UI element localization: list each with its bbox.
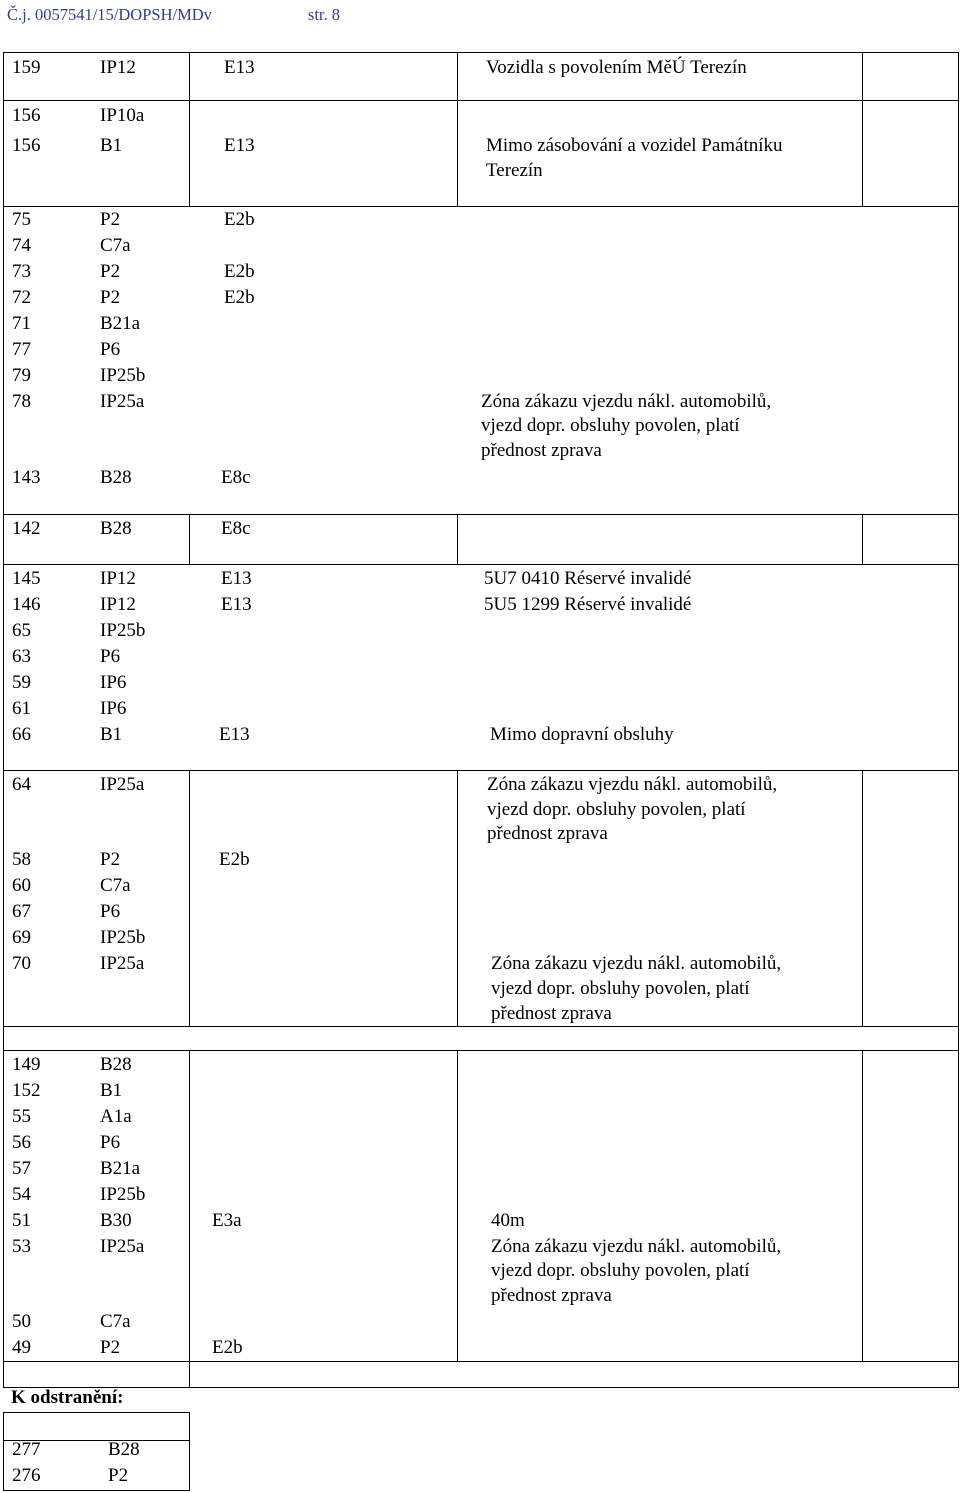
sign-code: IP12 bbox=[100, 568, 136, 589]
row-number: 55 bbox=[12, 1106, 31, 1127]
sign-code: IP25a bbox=[100, 1236, 145, 1257]
supplementary-sign: E8c bbox=[221, 467, 251, 488]
sign-code: B21a bbox=[100, 313, 141, 334]
row-number: 61 bbox=[12, 698, 31, 719]
table-rule-horizontal bbox=[3, 206, 959, 207]
row-note: vjezd dopr. obsluhy povolen, platí bbox=[491, 1260, 750, 1281]
sign-code: P6 bbox=[100, 901, 121, 922]
sign-code: P2 bbox=[100, 849, 121, 870]
row-number: 69 bbox=[12, 927, 31, 948]
row-number: 156 bbox=[12, 105, 41, 126]
sign-code: IP25b bbox=[100, 1184, 146, 1205]
row-note: přednost zprava bbox=[491, 1285, 612, 1306]
row-number: 49 bbox=[12, 1337, 31, 1358]
row-number: 145 bbox=[12, 568, 41, 589]
row-number: 66 bbox=[12, 724, 31, 745]
row-number: 60 bbox=[12, 875, 31, 896]
table-rule-horizontal bbox=[3, 52, 959, 53]
sign-code: IP25b bbox=[100, 365, 146, 386]
table-rule-vertical bbox=[958, 52, 959, 1388]
supplementary-sign: E13 bbox=[221, 568, 252, 589]
sign-code: IP12 bbox=[100, 57, 136, 78]
row-number: 74 bbox=[12, 235, 31, 256]
removal-row-number: 276 bbox=[12, 1465, 41, 1486]
row-number: 72 bbox=[12, 287, 31, 308]
row-number: 77 bbox=[12, 339, 31, 360]
sign-code: IP25a bbox=[100, 774, 145, 795]
sign-code: P2 bbox=[100, 1337, 121, 1358]
sign-code: B1 bbox=[100, 724, 123, 745]
row-note: Zóna zákazu vjezdu nákl. automobilů, bbox=[491, 953, 782, 974]
row-note: 5U7 0410 Réservé invalidé bbox=[484, 568, 692, 589]
sign-code: C7a bbox=[100, 875, 131, 896]
supplementary-sign: E13 bbox=[219, 724, 250, 745]
row-number: 146 bbox=[12, 594, 41, 615]
row-number: 54 bbox=[12, 1184, 31, 1205]
sign-code: P2 bbox=[100, 261, 121, 282]
removal-sign-code: B28 bbox=[108, 1439, 140, 1460]
sign-code: C7a bbox=[100, 1311, 131, 1332]
sign-code: IP25a bbox=[100, 391, 145, 412]
row-note: 5U5 1299 Réservé invalidé bbox=[484, 594, 692, 615]
row-note: Zóna zákazu vjezdu nákl. automobilů, bbox=[487, 774, 778, 795]
supplementary-sign: E13 bbox=[224, 135, 255, 156]
table-rule-vertical bbox=[862, 514, 863, 565]
table-rule-horizontal bbox=[3, 1361, 959, 1362]
row-number: 59 bbox=[12, 672, 31, 693]
sign-code: IP25b bbox=[100, 620, 146, 641]
sign-code: P6 bbox=[100, 339, 121, 360]
sign-code: P6 bbox=[100, 1132, 121, 1153]
row-number: 78 bbox=[12, 391, 31, 412]
row-note: vjezd dopr. obsluhy povolen, platí bbox=[491, 978, 750, 999]
table-rule-horizontal bbox=[3, 1490, 190, 1491]
table-rule-vertical bbox=[189, 52, 190, 207]
row-number: 156 bbox=[12, 135, 41, 156]
table-rule-horizontal bbox=[3, 100, 959, 101]
row-note: Mimo zásobování a vozidel Památníku bbox=[486, 135, 783, 156]
row-number: 159 bbox=[12, 57, 41, 78]
sign-code: IP25b bbox=[100, 927, 146, 948]
table-rule-vertical bbox=[457, 770, 458, 1027]
table-rule-vertical bbox=[862, 52, 863, 207]
row-note: Mimo dopravní obsluhy bbox=[490, 724, 674, 745]
row-note: vjezd dopr. obsluhy povolen, platí bbox=[481, 415, 740, 436]
supplementary-sign: E13 bbox=[224, 57, 255, 78]
row-number: 71 bbox=[12, 313, 31, 334]
removal-row-number: 277 bbox=[12, 1439, 41, 1460]
row-number: 50 bbox=[12, 1311, 31, 1332]
table-rule-vertical bbox=[189, 514, 190, 565]
row-note: přednost zprava bbox=[481, 440, 602, 461]
removal-sign-code: P2 bbox=[108, 1465, 129, 1486]
row-note: 40m bbox=[491, 1210, 525, 1231]
sign-code: B1 bbox=[100, 1080, 123, 1101]
supplementary-sign: E2b bbox=[219, 849, 250, 870]
row-note: Terezín bbox=[486, 160, 543, 181]
sign-code: IP6 bbox=[100, 672, 127, 693]
row-number: 142 bbox=[12, 518, 41, 539]
row-number: 70 bbox=[12, 953, 31, 974]
table-rule-vertical bbox=[862, 1050, 863, 1362]
sign-code: IP6 bbox=[100, 698, 127, 719]
supplementary-sign: E13 bbox=[221, 594, 252, 615]
sign-code: B21a bbox=[100, 1158, 141, 1179]
row-number: 56 bbox=[12, 1132, 31, 1153]
sign-code: IP25a bbox=[100, 953, 145, 974]
supplementary-sign: E3a bbox=[212, 1210, 242, 1231]
table-rule-horizontal bbox=[3, 1412, 190, 1413]
sign-code: B28 bbox=[100, 1054, 132, 1075]
row-note: přednost zprava bbox=[487, 823, 608, 844]
document-reference: Č.j. 0057541/15/DOPSH/MDv bbox=[7, 5, 212, 24]
supplementary-sign: E2b bbox=[224, 209, 255, 230]
table-rule-horizontal bbox=[3, 1050, 959, 1051]
table-rule-vertical bbox=[3, 52, 4, 1388]
table-rule-vertical bbox=[3, 1412, 4, 1491]
table-rule-vertical bbox=[457, 52, 458, 207]
table-rule-vertical bbox=[189, 1361, 190, 1388]
table-rule-horizontal bbox=[3, 514, 959, 515]
table-rule-horizontal bbox=[3, 770, 959, 771]
row-number: 67 bbox=[12, 901, 31, 922]
sign-code: IP12 bbox=[100, 594, 136, 615]
row-number: 63 bbox=[12, 646, 31, 667]
row-number: 64 bbox=[12, 774, 31, 795]
row-note: vjezd dopr. obsluhy povolen, platí bbox=[487, 799, 746, 820]
sign-code: B1 bbox=[100, 135, 123, 156]
row-number: 53 bbox=[12, 1236, 31, 1257]
sign-code: A1a bbox=[100, 1106, 132, 1127]
row-number: 51 bbox=[12, 1210, 31, 1231]
row-number: 65 bbox=[12, 620, 31, 641]
row-number: 73 bbox=[12, 261, 31, 282]
page-number: str. 8 bbox=[307, 5, 340, 24]
row-number: 143 bbox=[12, 467, 41, 488]
sign-code: B28 bbox=[100, 518, 132, 539]
sign-code: P2 bbox=[100, 209, 121, 230]
table-rule-vertical bbox=[457, 1050, 458, 1362]
table-rule-horizontal bbox=[3, 1387, 959, 1388]
sign-code: P2 bbox=[100, 287, 121, 308]
supplementary-sign: E2b bbox=[212, 1337, 243, 1358]
row-note: Vozidla s povolením MěÚ Terezín bbox=[486, 57, 747, 78]
sign-code: P6 bbox=[100, 646, 121, 667]
row-number: 75 bbox=[12, 209, 31, 230]
table-rule-vertical bbox=[189, 1050, 190, 1362]
row-number: 149 bbox=[12, 1054, 41, 1075]
row-number: 152 bbox=[12, 1080, 41, 1101]
table-rule-vertical bbox=[862, 770, 863, 1027]
table-rule-vertical bbox=[189, 770, 190, 1027]
table-rule-vertical bbox=[457, 514, 458, 565]
row-note: Zóna zákazu vjezdu nákl. automobilů, bbox=[481, 391, 772, 412]
table-rule-horizontal bbox=[3, 1026, 959, 1027]
sign-code: B30 bbox=[100, 1210, 132, 1231]
table-rule-vertical bbox=[189, 1412, 190, 1491]
row-number: 57 bbox=[12, 1158, 31, 1179]
removal-heading: K odstranění: bbox=[11, 1387, 124, 1408]
supplementary-sign: E2b bbox=[224, 261, 255, 282]
table-rule-horizontal bbox=[3, 564, 959, 565]
supplementary-sign: E2b bbox=[224, 287, 255, 308]
row-note: přednost zprava bbox=[491, 1003, 612, 1024]
sign-code: IP10a bbox=[100, 105, 145, 126]
sign-code: B28 bbox=[100, 467, 132, 488]
row-note: Zóna zákazu vjezdu nákl. automobilů, bbox=[491, 1236, 782, 1257]
row-number: 79 bbox=[12, 365, 31, 386]
supplementary-sign: E8c bbox=[221, 518, 251, 539]
sign-code: C7a bbox=[100, 235, 131, 256]
row-number: 58 bbox=[12, 849, 31, 870]
